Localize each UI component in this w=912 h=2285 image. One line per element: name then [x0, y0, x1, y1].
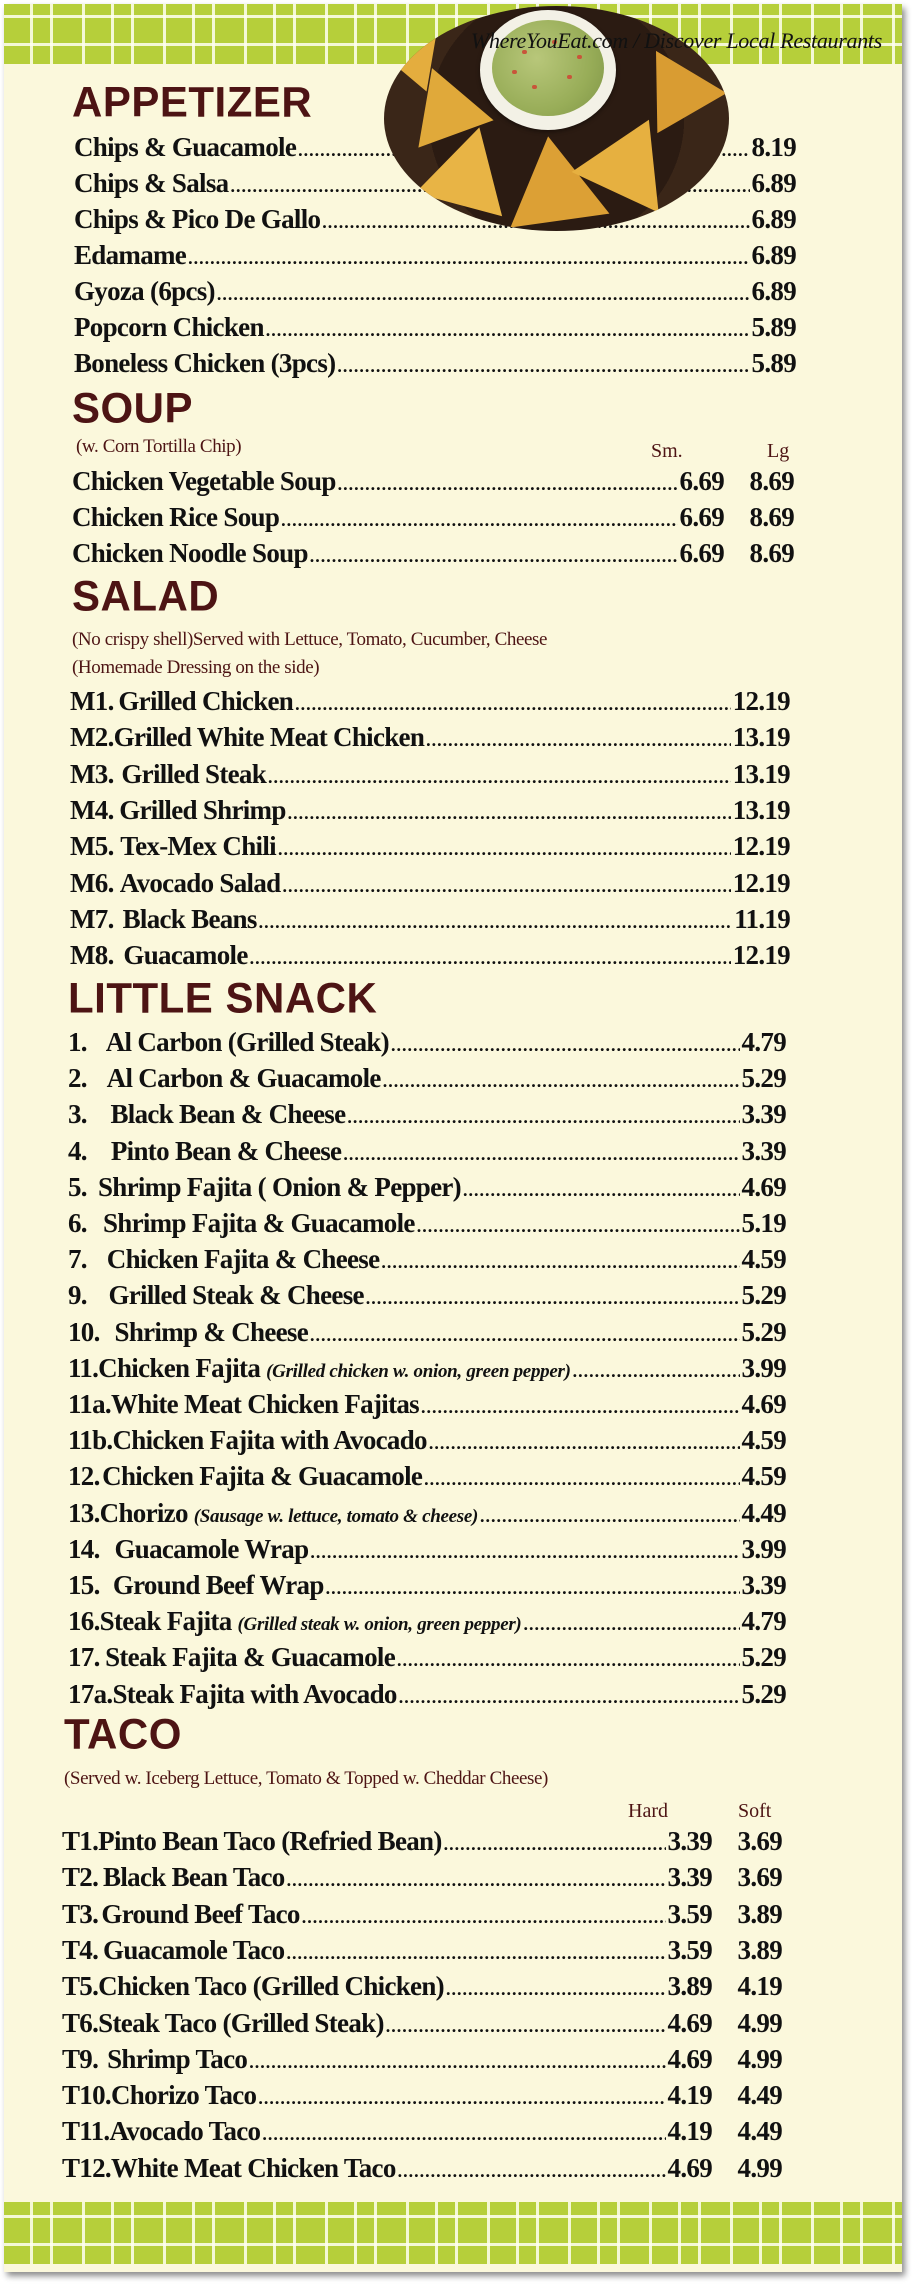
- item-description: (Grilled steak w. onion, green pepper): [237, 1614, 522, 1636]
- leader-dots: [287, 1870, 666, 1891]
- item-name: Popcorn Chicken: [74, 312, 264, 342]
- menu-item-row: [62, 2044, 782, 2078]
- leader-dots: [310, 1542, 739, 1563]
- leader-dots: [426, 730, 731, 751]
- soup-col-large: Lg: [767, 440, 790, 462]
- menu-item-row: [68, 1389, 786, 1423]
- item-number: T4.: [62, 1934, 99, 1965]
- item-price-sm: 6.69: [679, 466, 724, 496]
- item-price-price: 5.29: [741, 1678, 786, 1709]
- item-number: 17.: [68, 1642, 100, 1673]
- item-price-price: 4.49: [741, 1497, 786, 1528]
- item-name: Grilled Chicken: [118, 686, 294, 716]
- menu-item-row: [68, 1534, 786, 1568]
- item-price-price: 4.59: [741, 1425, 786, 1456]
- item-price-price: 5.89: [751, 312, 796, 342]
- leader-dots: [188, 248, 749, 269]
- item-number: M5.: [70, 831, 114, 862]
- item-price-soft: 4.99: [737, 2007, 782, 2038]
- item-price-price: 4.59: [741, 1244, 786, 1275]
- item-number: 1.: [68, 1027, 87, 1057]
- leader-dots: [391, 1035, 740, 1056]
- item-number: 17a.: [68, 1678, 113, 1709]
- item-price-soft: 4.49: [737, 2116, 782, 2147]
- item-price-hard: 4.69: [667, 2043, 712, 2074]
- menu-item-row: [68, 1244, 786, 1278]
- menu-item-row: [70, 759, 790, 793]
- item-name: Avocado Taco: [109, 2116, 261, 2147]
- item-number: 10.: [68, 1316, 100, 1347]
- leader-dots: [310, 1325, 740, 1346]
- leader-dots: [424, 1469, 739, 1490]
- item-name: Steak Fajita & Guacamole: [105, 1642, 395, 1673]
- menu-item-row: [62, 2116, 782, 2150]
- item-number: 6.: [68, 1208, 87, 1238]
- item-name: Edamame: [74, 240, 187, 270]
- leader-dots: [268, 767, 731, 788]
- item-price-lg: 8.69: [749, 538, 794, 568]
- item-name: Chicken Fajita & Guacamole: [102, 1461, 423, 1492]
- menu-item-row: [70, 795, 790, 829]
- section-title-salad: SALAD: [72, 571, 220, 620]
- menu-item-row: [68, 1208, 786, 1242]
- item-price-price: 5.29: [741, 1316, 786, 1347]
- section-title-appetizer: APPETIZER: [72, 77, 313, 126]
- taco-note: (Served w. Iceberg Lettuce, Tomato & Topped w. Cheddar Cheese): [64, 1768, 548, 1789]
- item-price-sm: 6.69: [679, 502, 724, 532]
- item-number: 16.: [68, 1606, 100, 1637]
- leader-dots: [249, 2052, 665, 2073]
- item-price-price: 5.29: [741, 1642, 786, 1673]
- menu-item-row: [62, 1899, 782, 1933]
- item-number: 7.: [68, 1244, 87, 1275]
- item-price-price: 4.69: [741, 1171, 786, 1202]
- item-price-price: 13.19: [732, 794, 790, 825]
- item-price-price: 12.19: [732, 867, 790, 898]
- menu-item-row: [70, 831, 790, 865]
- item-name: Black Bean & Cheese: [110, 1099, 346, 1130]
- item-name: Steak Taco (Grilled Steak): [98, 2007, 384, 2038]
- menu-item-row: [68, 1280, 786, 1314]
- item-name: Shrimp & Cheese: [114, 1316, 308, 1347]
- section-title-taco: TACO: [64, 1709, 182, 1758]
- item-price-price: 3.39: [741, 1135, 786, 1166]
- menu-item-row: [72, 538, 794, 572]
- item-price-hard: 3.39: [667, 1826, 712, 1856]
- item-number: T2.: [62, 1862, 99, 1893]
- menu-item-row: [72, 466, 794, 500]
- item-price-price: 8.19: [751, 132, 796, 162]
- menu-item-row: [74, 204, 796, 238]
- menu-item-row: [68, 1136, 786, 1170]
- leader-dots: [310, 546, 678, 567]
- item-name: Steak Fajita with Avocado: [112, 1678, 397, 1709]
- leader-dots: [262, 2124, 665, 2145]
- item-number: M3.: [70, 758, 114, 789]
- menu-item-row: [74, 276, 796, 310]
- item-number: 13.: [68, 1497, 100, 1528]
- leader-dots: [523, 1614, 739, 1635]
- item-price-soft: 3.89: [737, 1934, 782, 1965]
- leader-dots: [397, 1650, 740, 1671]
- leader-dots: [429, 1433, 740, 1454]
- leader-dots: [343, 1144, 739, 1165]
- item-number: M6.: [70, 867, 114, 898]
- leader-dots: [347, 1107, 739, 1128]
- item-number: 4.: [68, 1135, 87, 1166]
- item-price-price: 12.19: [732, 940, 790, 971]
- item-name: Grilled Shrimp: [119, 794, 286, 825]
- menu-item-row: [74, 240, 796, 274]
- item-price-hard: 3.89: [667, 1971, 712, 2002]
- item-number: T11.: [62, 2116, 110, 2147]
- item-number: 11b.: [68, 1425, 113, 1456]
- item-price-hard: 3.59: [667, 1898, 712, 1929]
- leader-dots: [399, 1687, 740, 1708]
- menu-item-row: [72, 502, 794, 536]
- menu-item-row: [70, 868, 790, 902]
- item-name: White Meat Chicken Fajitas: [110, 1389, 419, 1419]
- item-name: Grilled Steak & Cheese: [108, 1280, 364, 1311]
- item-price-price: 6.89: [751, 240, 796, 270]
- item-number: T3.: [62, 1898, 99, 1929]
- leader-dots: [398, 2161, 666, 2182]
- leader-dots: [282, 876, 730, 897]
- item-number: T1.: [62, 1826, 99, 1856]
- menu-item-row: [70, 686, 790, 720]
- item-name: Chips & Salsa: [74, 168, 229, 198]
- menu-item-row: [68, 1063, 786, 1097]
- item-price-price: 13.19: [732, 758, 790, 789]
- item-price-price: 3.39: [741, 1099, 786, 1130]
- item-price-lg: 8.69: [749, 466, 794, 496]
- item-number: T6.: [62, 2007, 99, 2038]
- item-price-price: 4.79: [741, 1027, 786, 1057]
- item-price-price: 5.19: [741, 1208, 786, 1238]
- menu-item-row: [62, 1935, 782, 1969]
- leader-dots: [287, 1943, 666, 1964]
- taco-col-soft: Soft: [738, 1800, 772, 1822]
- item-name: Chicken Fajita & Cheese: [106, 1244, 380, 1275]
- item-name: Al Carbon (Grilled Steak): [105, 1027, 389, 1057]
- item-name: Gyoza (6pcs): [74, 276, 215, 306]
- menu-item-row: [74, 348, 796, 382]
- leader-dots: [421, 1397, 740, 1418]
- leader-dots: [295, 694, 731, 715]
- item-price-lg: 8.69: [749, 502, 794, 532]
- item-name: Ground Beef Taco: [101, 1898, 300, 1929]
- item-price-soft: 4.49: [737, 2080, 782, 2111]
- item-price-soft: 3.89: [737, 1898, 782, 1929]
- item-name: Ground Beef Wrap: [112, 1570, 324, 1600]
- menu-item-row: [62, 2080, 782, 2114]
- item-price-hard: 4.19: [667, 2080, 712, 2111]
- item-price-price: 3.39: [741, 1570, 786, 1600]
- item-number: 2.: [68, 1063, 87, 1094]
- menu-item-row: [74, 312, 796, 346]
- item-name: Chicken Rice Soup: [72, 502, 280, 532]
- menu-item-row: [68, 1099, 786, 1133]
- menu-item-row: [68, 1027, 786, 1061]
- item-number: M2.: [70, 722, 114, 753]
- menu-item-row: [62, 1862, 782, 1896]
- item-name: Grilled Steak: [121, 758, 267, 789]
- item-name: Chips & Pico De Gallo: [74, 204, 321, 234]
- soup-note: (w. Corn Tortilla Chip): [76, 436, 242, 457]
- item-name: Shrimp Fajita ( Onion & Pepper): [97, 1171, 461, 1202]
- leader-dots: [258, 2088, 665, 2109]
- leader-dots: [302, 1907, 666, 1928]
- item-price-soft: 3.69: [737, 1826, 782, 1856]
- leader-dots: [444, 1834, 666, 1855]
- item-price-price: 4.79: [741, 1606, 786, 1637]
- leader-dots: [573, 1361, 740, 1382]
- item-name: White Meat Chicken Taco: [110, 2152, 396, 2183]
- leader-dots: [266, 320, 750, 341]
- item-name: Black Bean Taco: [103, 1862, 285, 1893]
- salad-note-line1: (No crispy shell)Served with Lettuce, Tomato, Cucumber, Cheese: [72, 629, 548, 650]
- item-name: Boneless Chicken (3pcs): [74, 348, 336, 378]
- item-number: 14.: [68, 1533, 100, 1564]
- leader-dots: [417, 1216, 740, 1237]
- item-price-price: 6.89: [751, 168, 796, 198]
- item-number: T9.: [62, 2043, 99, 2074]
- menu-item-row: [68, 1679, 786, 1713]
- item-name: Pinto Bean Taco (Refried Bean): [98, 1826, 442, 1856]
- item-name: Tex-Mex Chili: [120, 831, 276, 862]
- item-price-price: 5.29: [741, 1280, 786, 1311]
- item-price-soft: 4.99: [737, 2152, 782, 2183]
- item-description: (Sausage w. lettuce, tomato & cheese): [193, 1505, 478, 1527]
- leader-dots: [259, 912, 733, 933]
- leader-dots: [446, 1979, 666, 2000]
- item-name: Al Carbon & Guacamole: [106, 1063, 381, 1094]
- item-price-hard: 3.39: [667, 1862, 712, 1893]
- item-price-price: 4.59: [741, 1461, 786, 1492]
- item-price-price: 13.19: [732, 722, 790, 753]
- menu-item-row: [70, 722, 790, 756]
- item-price-price: 11.19: [734, 903, 790, 934]
- plaid-footer-band: [4, 2202, 902, 2264]
- menu-item-row: [68, 1461, 786, 1495]
- menu-item-row: [68, 1425, 786, 1459]
- menu-item-row: [62, 1971, 782, 2005]
- item-name: Grilled White Meat Chicken: [113, 722, 425, 753]
- menu-item-row: [68, 1317, 786, 1351]
- item-price-price: 5.29: [741, 1063, 786, 1094]
- item-name: Chips & Guacamole: [74, 132, 297, 162]
- item-price-price: 4.69: [741, 1389, 786, 1419]
- leader-dots: [337, 356, 749, 377]
- leader-dots: [326, 1578, 740, 1599]
- item-name: Chicken Noodle Soup: [72, 538, 308, 568]
- item-number: 11a.: [68, 1389, 111, 1419]
- item-number: M4.: [70, 794, 114, 825]
- leader-dots: [281, 510, 677, 531]
- leader-dots: [288, 803, 731, 824]
- item-name: Chicken Vegetable Soup: [72, 466, 336, 496]
- leader-dots: [250, 948, 731, 969]
- item-price-soft: 4.19: [737, 1971, 782, 2002]
- item-price-hard: 4.69: [667, 2007, 712, 2038]
- item-price-soft: 3.69: [737, 1862, 782, 1893]
- item-name: Chorizo Taco: [110, 2080, 257, 2111]
- item-number: M7.: [70, 903, 114, 934]
- item-number: T5.: [62, 1971, 99, 2002]
- leader-dots: [463, 1180, 740, 1201]
- item-name: Chicken Fajita: [98, 1352, 261, 1383]
- item-number: M1.: [70, 686, 114, 716]
- item-name: Avocado Salad: [119, 867, 281, 898]
- leader-dots: [338, 474, 678, 495]
- menu-item-row: [70, 904, 790, 938]
- leader-dots: [278, 839, 731, 860]
- menu-item-row: [68, 1498, 786, 1532]
- salad-note-line2: (Homemade Dressing on the side): [72, 657, 320, 678]
- menu-item-row: [70, 940, 790, 974]
- item-price-price: 6.89: [751, 276, 796, 306]
- item-number: M8.: [70, 940, 114, 971]
- item-price-hard: 3.59: [667, 1934, 712, 1965]
- leader-dots: [480, 1506, 740, 1527]
- menu-item-row: [68, 1570, 786, 1604]
- item-name: Guacamole Wrap: [114, 1533, 309, 1564]
- leader-dots: [386, 2016, 666, 2037]
- item-price-price: 12.19: [732, 831, 790, 862]
- item-price-hard: 4.69: [667, 2152, 712, 2183]
- item-price-soft: 4.99: [737, 2043, 782, 2074]
- item-number: T10.: [62, 2080, 111, 2111]
- menu-item-row: [68, 1353, 786, 1387]
- section-title-little-snack: LITTLE SNACK: [68, 973, 378, 1022]
- item-number: 5.: [68, 1171, 87, 1202]
- item-name: Chicken Taco (Grilled Chicken): [98, 1971, 444, 2002]
- menu-item-row: [62, 1826, 782, 1860]
- taco-col-hard: Hard: [628, 1800, 668, 1822]
- menu-page: [4, 4, 902, 2272]
- item-name: Steak Fajita: [99, 1606, 232, 1637]
- leader-dots: [366, 1288, 740, 1309]
- item-name: Chicken Fajita with Avocado: [112, 1425, 427, 1456]
- item-name: Pinto Bean & Cheese: [110, 1135, 342, 1166]
- item-name: Shrimp Fajita & Guacamole: [102, 1208, 415, 1238]
- item-name: Guacamole Taco: [103, 1934, 285, 1965]
- item-name: Guacamole: [123, 940, 248, 971]
- menu-item-row: [68, 1606, 786, 1640]
- leader-dots: [381, 1252, 739, 1273]
- watermark-text: WhereYouEat.com / Discover Local Restaurants: [470, 28, 882, 53]
- item-number: 3.: [68, 1099, 87, 1130]
- item-price-hard: 4.19: [667, 2116, 712, 2147]
- item-description: (Grilled chicken w. onion, green pepper): [266, 1360, 571, 1382]
- item-price-price: 3.99: [741, 1533, 786, 1564]
- item-price-price: 6.89: [751, 204, 796, 234]
- item-number: 11.: [68, 1352, 99, 1383]
- item-price-price: 5.89: [751, 348, 796, 378]
- leader-dots: [383, 1071, 740, 1092]
- item-price-price: 3.99: [741, 1352, 786, 1383]
- item-number: 12.: [68, 1461, 100, 1492]
- item-number: T12.: [62, 2152, 111, 2183]
- item-name: Black Beans: [122, 903, 257, 934]
- item-name: Chorizo: [99, 1497, 188, 1528]
- item-number: 9.: [68, 1280, 87, 1311]
- section-title-soup: SOUP: [72, 383, 194, 432]
- menu-item-row: [62, 2008, 782, 2042]
- menu-item-row: [68, 1642, 786, 1676]
- soup-col-small: Sm.: [651, 440, 683, 462]
- leader-dots: [217, 284, 750, 305]
- item-price-price: 12.19: [732, 686, 790, 716]
- menu-item-row: [62, 2153, 782, 2187]
- item-price-sm: 6.69: [679, 538, 724, 568]
- menu-item-row: [68, 1172, 786, 1206]
- item-number: 15.: [68, 1570, 100, 1600]
- item-name: Shrimp Taco: [107, 2043, 248, 2074]
